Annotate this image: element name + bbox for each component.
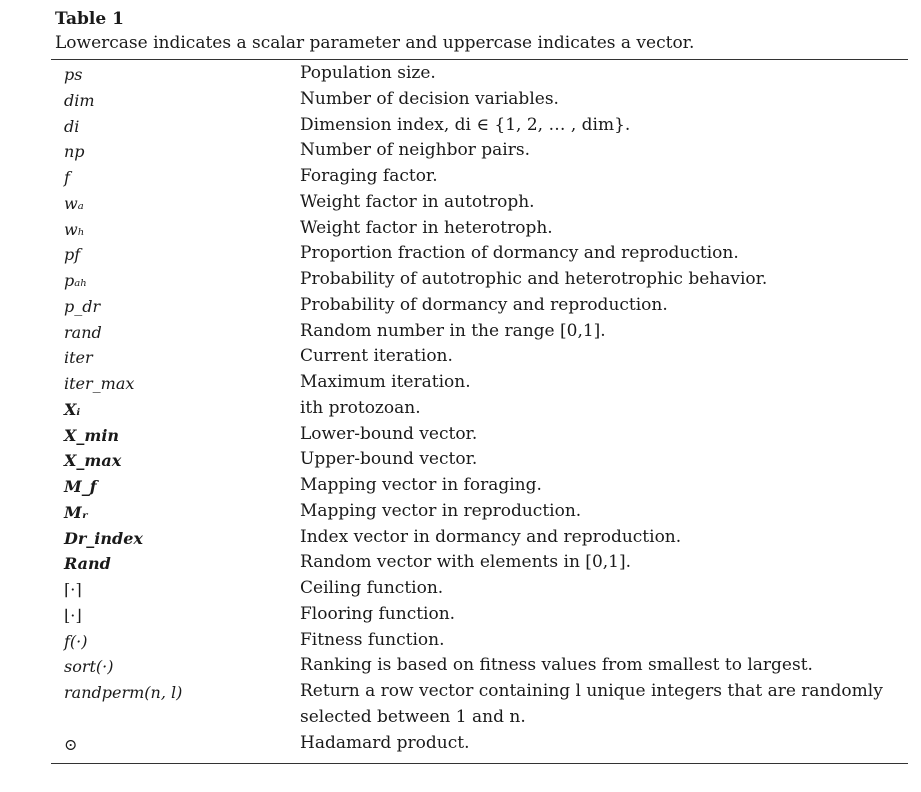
table-row	[0, 295, 921, 321]
symbol-cell: np	[64, 142, 85, 162]
description-cell: Weight factor in heterotroph.	[300, 217, 553, 238]
description-cell: Ranking is based on fitness values from smallest to largest.	[300, 655, 813, 676]
table-row	[0, 140, 921, 166]
table-row	[0, 346, 921, 372]
description-cell: Population size.	[300, 63, 436, 83]
symbol-cell: X_min	[64, 425, 120, 445]
table-row	[0, 243, 921, 269]
table-row	[0, 501, 921, 527]
table-row	[0, 372, 921, 398]
description-cell: Random number in the range [0,1].	[300, 320, 606, 341]
table-top-rule	[51, 59, 908, 60]
symbol-cell: di	[64, 116, 80, 136]
table-bottom-rule	[51, 763, 908, 764]
table-caption	[55, 8, 915, 55]
description-cell: ith protozoan.	[300, 397, 421, 418]
symbol-cell: ⌈·⌉	[64, 580, 82, 599]
symbol-cell: X_max	[64, 451, 122, 471]
description-cell: Random vector with elements in [0,1].	[300, 552, 632, 573]
symbol-cell: Rand	[64, 554, 111, 574]
table-row	[0, 733, 921, 759]
table-row	[0, 527, 921, 553]
description-cell: Probability of dormancy and reproduction.	[300, 294, 668, 315]
symbol-cell: Xᵢ	[64, 399, 81, 419]
table-row	[0, 192, 921, 218]
symbol-cell: wₕ	[64, 219, 85, 239]
table-row	[0, 424, 921, 450]
table-row	[0, 398, 921, 424]
symbol-cell: wₐ	[64, 193, 84, 213]
symbol-cell: randperm(n, l)	[64, 683, 183, 702]
description-cell: Mapping vector in foraging.	[300, 475, 542, 495]
symbol-cell: ⊙	[64, 734, 78, 754]
table-row	[0, 630, 921, 656]
table-body	[0, 63, 921, 758]
table-row	[0, 681, 921, 733]
symbol-cell: M_f	[64, 477, 97, 496]
table-row	[0, 115, 921, 141]
symbol-cell: ⌊·⌋	[64, 605, 82, 625]
symbol-cell: f(·)	[64, 631, 88, 651]
table-row	[0, 89, 921, 115]
symbol-cell: pₐₕ	[64, 271, 88, 290]
symbol-cell: sort(·)	[64, 657, 114, 677]
description-cell: Index vector in dormancy and reproduction.	[300, 526, 682, 547]
table-row	[0, 552, 921, 578]
description-cell: Fitness function.	[300, 629, 445, 650]
symbol-cell: p_dr	[64, 296, 101, 316]
description-cell: Return a row vector containing l unique integers that are randomly selected between 1 and n.	[300, 681, 883, 727]
description-cell: Foraging factor.	[300, 166, 438, 186]
description-cell: Flooring function.	[300, 603, 456, 624]
table-title: Table 1	[55, 9, 124, 29]
table-row	[0, 604, 921, 630]
symbol-cell: iter_max	[64, 374, 135, 393]
description-cell: Weight factor in autotroph.	[300, 191, 535, 212]
symbol-cell: rand	[64, 322, 102, 342]
symbol-cell: f	[64, 168, 70, 187]
table-row	[0, 321, 921, 347]
table-caption-text: Lowercase indicates a scalar parameter and uppercase indicates a vector.	[55, 33, 695, 53]
description-cell: Number of decision variables.	[300, 88, 559, 109]
symbol-cell: Mᵣ	[64, 502, 89, 522]
description-cell: Current iteration.	[300, 346, 453, 367]
description-cell: Proportion fraction of dormancy and reproduction.	[300, 243, 739, 264]
description-cell: Dimension index, di ∈ {1, 2, … , dim}.	[300, 114, 631, 135]
symbol-cell: Dr_index	[64, 528, 143, 548]
description-cell: Upper-bound vector.	[300, 449, 478, 470]
description-cell: Hadamard product.	[300, 732, 470, 753]
table-row	[0, 63, 921, 89]
description-cell: Number of neighbor pairs.	[300, 140, 530, 161]
table-row	[0, 655, 921, 681]
symbol-cell: iter	[64, 348, 93, 368]
description-cell: Mapping vector in reproduction.	[300, 500, 582, 521]
symbol-cell: dim	[64, 90, 95, 110]
symbol-cell: ps	[64, 65, 83, 84]
description-cell: Probability of autotrophic and heterotrophic behavior.	[300, 269, 768, 289]
table-row	[0, 449, 921, 475]
table-row	[0, 578, 921, 604]
table-row	[0, 475, 921, 501]
description-cell: Ceiling function.	[300, 578, 444, 598]
description-cell: Maximum iteration.	[300, 372, 471, 392]
table-row	[0, 166, 921, 192]
description-cell: Lower-bound vector.	[300, 423, 478, 444]
table-row	[0, 269, 921, 295]
symbol-cell: pf	[64, 245, 81, 265]
table-row	[0, 218, 921, 244]
